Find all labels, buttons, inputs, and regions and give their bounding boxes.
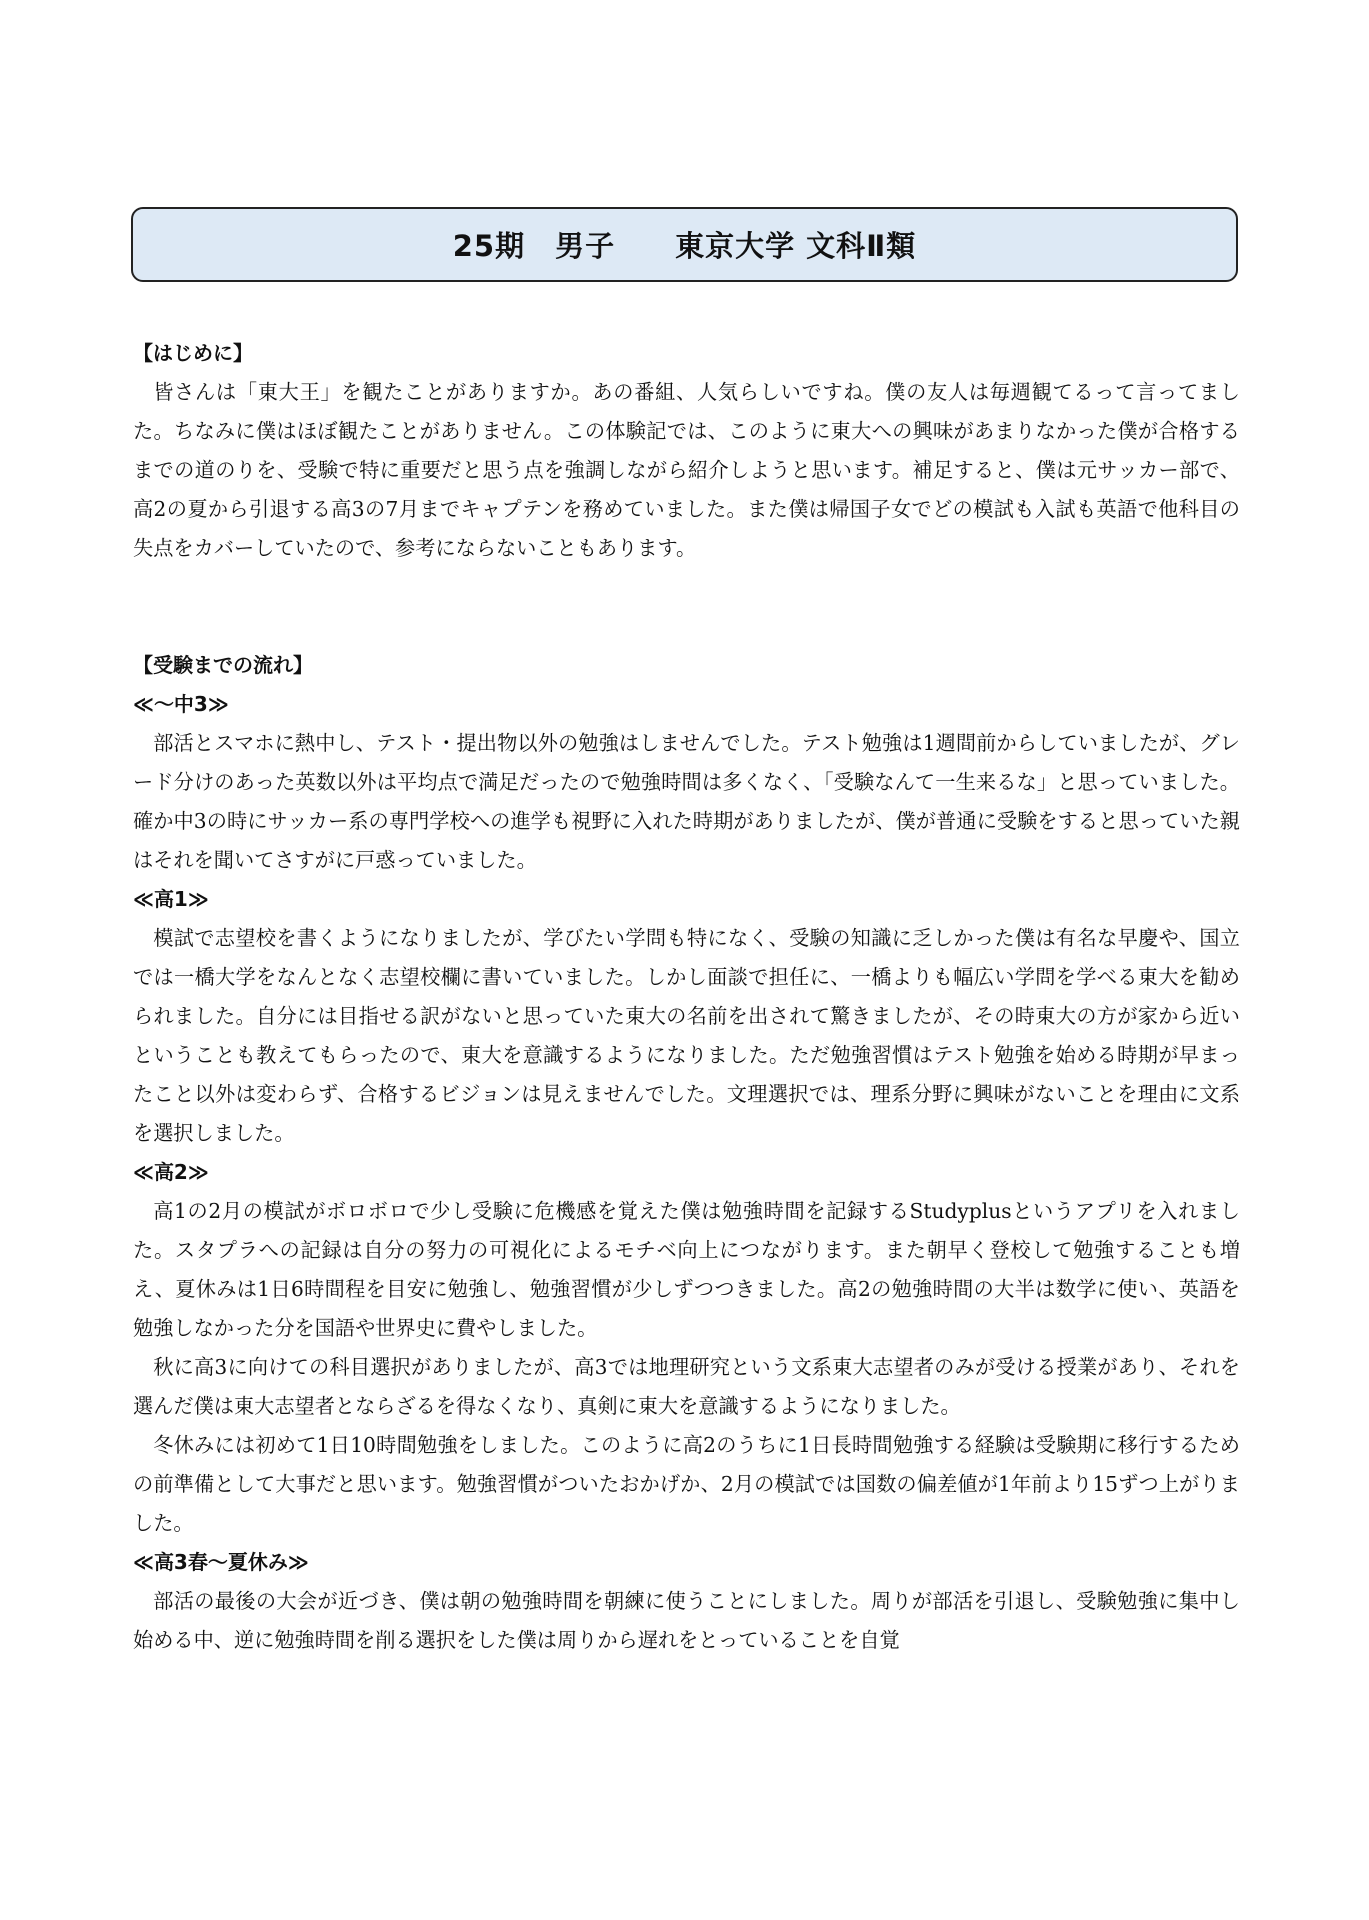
document-body <box>133 334 1240 1660</box>
subsection-heading-middle3: ≪～中3≫ <box>133 692 229 716</box>
title-box <box>131 207 1238 282</box>
high2-paragraph-2: 秋に高3に向けての科目選択がありましたが、高3では地理研究という文系東大志望者のみが受ける授業があり、それを選んだ僕は東大志望者とならざるを得なくなり、真剣に東大を意識するようになりました。 <box>133 1355 1240 1418</box>
section-spacer <box>133 568 1240 646</box>
high1-paragraph: 模試で志望校を書くようになりましたが、学びたい学問も特になく、受験の知識に乏しかった僕は有名な早慶や、国立では一橋大学をなんとなく志望校欄に書いていました。しかし面談で担任に、一橋よりも幅広い学問を学べる東大を勧められました。自分には目指せる訳がないと思っていた東大の名前を出されて驚きましたが、その時東大の方が家から近いということも教えてもらったので、東大を意識するようになりました。ただ勉強習慣はテスト勉強を始める時期が早まったこと以外は変わらず、合格するビジョンは見えませんでした。文理選択では、理系分野に興味がないことを理由に文系を選択しました。 <box>133 926 1240 1145</box>
high2-paragraph-3: 冬休みには初めて1日10時間勉強をしました。このように高2のうちに1日長時間勉強する経験は受験期に移行するための前準備として大事だと思います。勉強習慣がついたおかげか、2月の模試では国数の偏差値が1年前より15ずつ上がりました。 <box>133 1433 1240 1535</box>
middle3-paragraph: 部活とスマホに熱中し、テスト・提出物以外の勉強はしませんでした。テスト勉強は1週間前からしていましたが、グレード分けのあった英数以外は平均点で満足だったので勉強時間は多くなく、「受験なんて一生来るな」と思っていました。確か中3の時にサッカー系の専門学校への進学も視野に入れた時期がありましたが、僕が普通に受験をすると思っていた親はそれを聞いてさすがに戸惑っていました。 <box>133 731 1240 872</box>
subsection-heading-high2: ≪高2≫ <box>133 1160 209 1184</box>
high3-spring-paragraph: 部活の最後の大会が近づき、僕は朝の勉強時間を朝練に使うことにしました。周りが部活を引退し、受験勉強に集中し始める中、逆に勉強時間を削る選択をした僕は周りから遅れをとっていることを自覚 <box>133 1589 1240 1652</box>
document-title: 25期 男子 東京大学 文科Ⅱ類 <box>452 229 917 263</box>
subsection-heading-high3-spring: ≪高3春～夏休み≫ <box>133 1550 309 1574</box>
high2-paragraph-1: 高1の2月の模試がボロボロで少し受験に危機感を覚えた僕は勉強時間を記録するStudyplusというアプリを入れました。スタプラへの記録は自分の努力の可視化によるモチベ向上につながります。また朝早く登校して勉強することも増え、夏休みは1日6時間程を目安に勉強し、勉強習慣が少しずつつきました。高2の勉強時間の大半は数学に使い、英語を勉強しなかった分を国語や世界史に費やしました。 <box>133 1199 1240 1340</box>
intro-paragraph: 皆さんは「東大王」を観たことがありますか。あの番組、人気らしいですね。僕の友人は毎週観てるって言ってました。ちなみに僕はほぼ観たことがありません。この体験記では、このように東大への興味があまりなかった僕が合格するまでの道のりを、受験で特に重要だと思う点を強調しながら紹介しようと思います。補足すると、僕は元サッカー部で、高2の夏から引退する高3の7月までキャプテンを務めていました。また僕は帰国子女でどの模試も入試も英語で他科目の失点をカバーしていたので、参考にならないこともあります。 <box>133 380 1240 560</box>
section-heading-flow: 【受験までの流れ】 <box>133 653 313 677</box>
subsection-heading-high1: ≪高1≫ <box>133 887 209 911</box>
section-heading-intro: 【はじめに】 <box>133 341 253 365</box>
